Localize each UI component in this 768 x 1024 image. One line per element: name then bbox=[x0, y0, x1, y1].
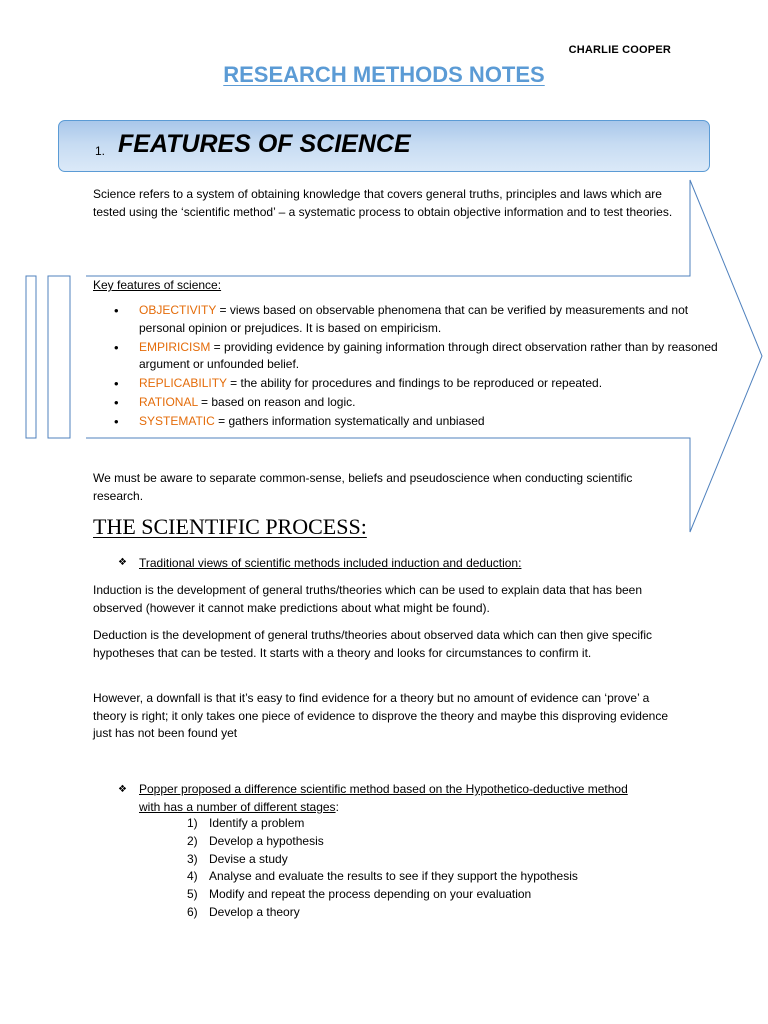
stage-number: 2) bbox=[187, 833, 198, 848]
stage-text: Develop a hypothesis bbox=[209, 833, 324, 848]
feature-definition: = views based on observable phenomena that can be verified by measurements and not personal opinion or prejudices. It is based on empiricism. bbox=[139, 303, 689, 335]
induction-paragraph: Induction is the development of general truths/theories which can be used to explain data that has been observed (however it cannot make predictions about what might be found). bbox=[93, 583, 643, 615]
stage-text: Analyse and evaluate the results to see if they support the hypothesis bbox=[209, 869, 578, 884]
intro-paragraph: Science refers to a system of obtaining knowledge that covers general truths, principles and laws which are tested using the ‘scientific method’ – a systematic process to obtain objective information and to test theories. bbox=[93, 187, 673, 219]
stage-text: Modify and repeat the process depending on your evaluation bbox=[209, 887, 532, 902]
section-number: 1. bbox=[95, 144, 106, 158]
list-item bbox=[187, 851, 578, 869]
downfall-paragraph: However, a downfall is that it’s easy to find evidence for a theory but no amount of evidence can ‘prove’ a theory is right; it only takes one piece of evidence to disprove the theory and maybe this disproving evidence just has not been found yet bbox=[93, 691, 668, 740]
feature-term: EMPIRICISM bbox=[139, 339, 211, 354]
list-item bbox=[187, 904, 578, 922]
deduction-paragraph: Deduction is the development of general truths/theories about observed data which can then give specific hypotheses that can be tested. It starts with a theory and looks for circumstances to confirm it. bbox=[93, 628, 653, 660]
stripe-bar bbox=[48, 276, 70, 438]
list-item bbox=[187, 815, 578, 833]
list-item bbox=[139, 375, 729, 393]
feature-term: REPLICABILITY bbox=[139, 376, 227, 390]
feature-definition: = providing evidence by gaining information through direct observation rather than by reasoned argument or unfounded belief. bbox=[139, 339, 718, 371]
stage-text: Develop a theory bbox=[209, 904, 300, 919]
stage-number: 6) bbox=[187, 904, 198, 919]
popper-colon: : bbox=[335, 799, 339, 814]
list-item bbox=[139, 302, 729, 337]
stage-number: 1) bbox=[187, 816, 198, 830]
author-name: CHARLIE COOPER bbox=[568, 44, 671, 56]
feature-term: SYSTEMATIC bbox=[139, 414, 215, 428]
list-item bbox=[187, 886, 578, 904]
section2-title: THE SCIENTIFIC PROCESS: bbox=[93, 514, 367, 539]
list-item bbox=[139, 413, 729, 431]
diamond-bullet-icon: ❖ bbox=[118, 557, 127, 568]
stage-text: Devise a study bbox=[209, 851, 288, 866]
bullet-popper bbox=[139, 781, 639, 816]
aware-paragraph: We must be aware to separate common-sense, beliefs and pseudoscience when conducting scientific research. bbox=[93, 471, 633, 503]
stages-list bbox=[187, 815, 578, 922]
list-item bbox=[187, 868, 578, 886]
popper-text: Popper proposed a difference scientific method based on the Hypothetico-deductive method with has a number of different stages bbox=[139, 782, 628, 814]
feature-term: OBJECTIVITY bbox=[139, 303, 217, 317]
feature-definition: = based on reason and logic. bbox=[197, 395, 356, 409]
feature-term: RATIONAL bbox=[139, 395, 198, 409]
document-title: RESEARCH METHODS NOTES bbox=[223, 62, 545, 87]
list-item bbox=[139, 394, 729, 412]
stripe-bar bbox=[26, 276, 36, 438]
feature-definition: = gathers information systematically and unbiased bbox=[214, 414, 485, 428]
section-title: FEATURES OF SCIENCE bbox=[118, 130, 411, 158]
stage-number: 5) bbox=[187, 887, 198, 902]
bullet-traditional-views: Traditional views of scientific methods included induction and deduction: bbox=[139, 556, 522, 570]
list-item bbox=[139, 339, 729, 374]
stage-number: 3) bbox=[187, 851, 198, 866]
feature-definition: = the ability for procedures and findings to be reproduced or repeated. bbox=[226, 376, 603, 390]
diamond-bullet-icon: ❖ bbox=[118, 784, 127, 795]
key-features-heading: Key features of science: bbox=[93, 278, 222, 292]
stage-text: Identify a problem bbox=[209, 816, 305, 830]
stage-number: 4) bbox=[187, 869, 198, 884]
features-list bbox=[93, 302, 729, 432]
list-item bbox=[187, 833, 578, 851]
